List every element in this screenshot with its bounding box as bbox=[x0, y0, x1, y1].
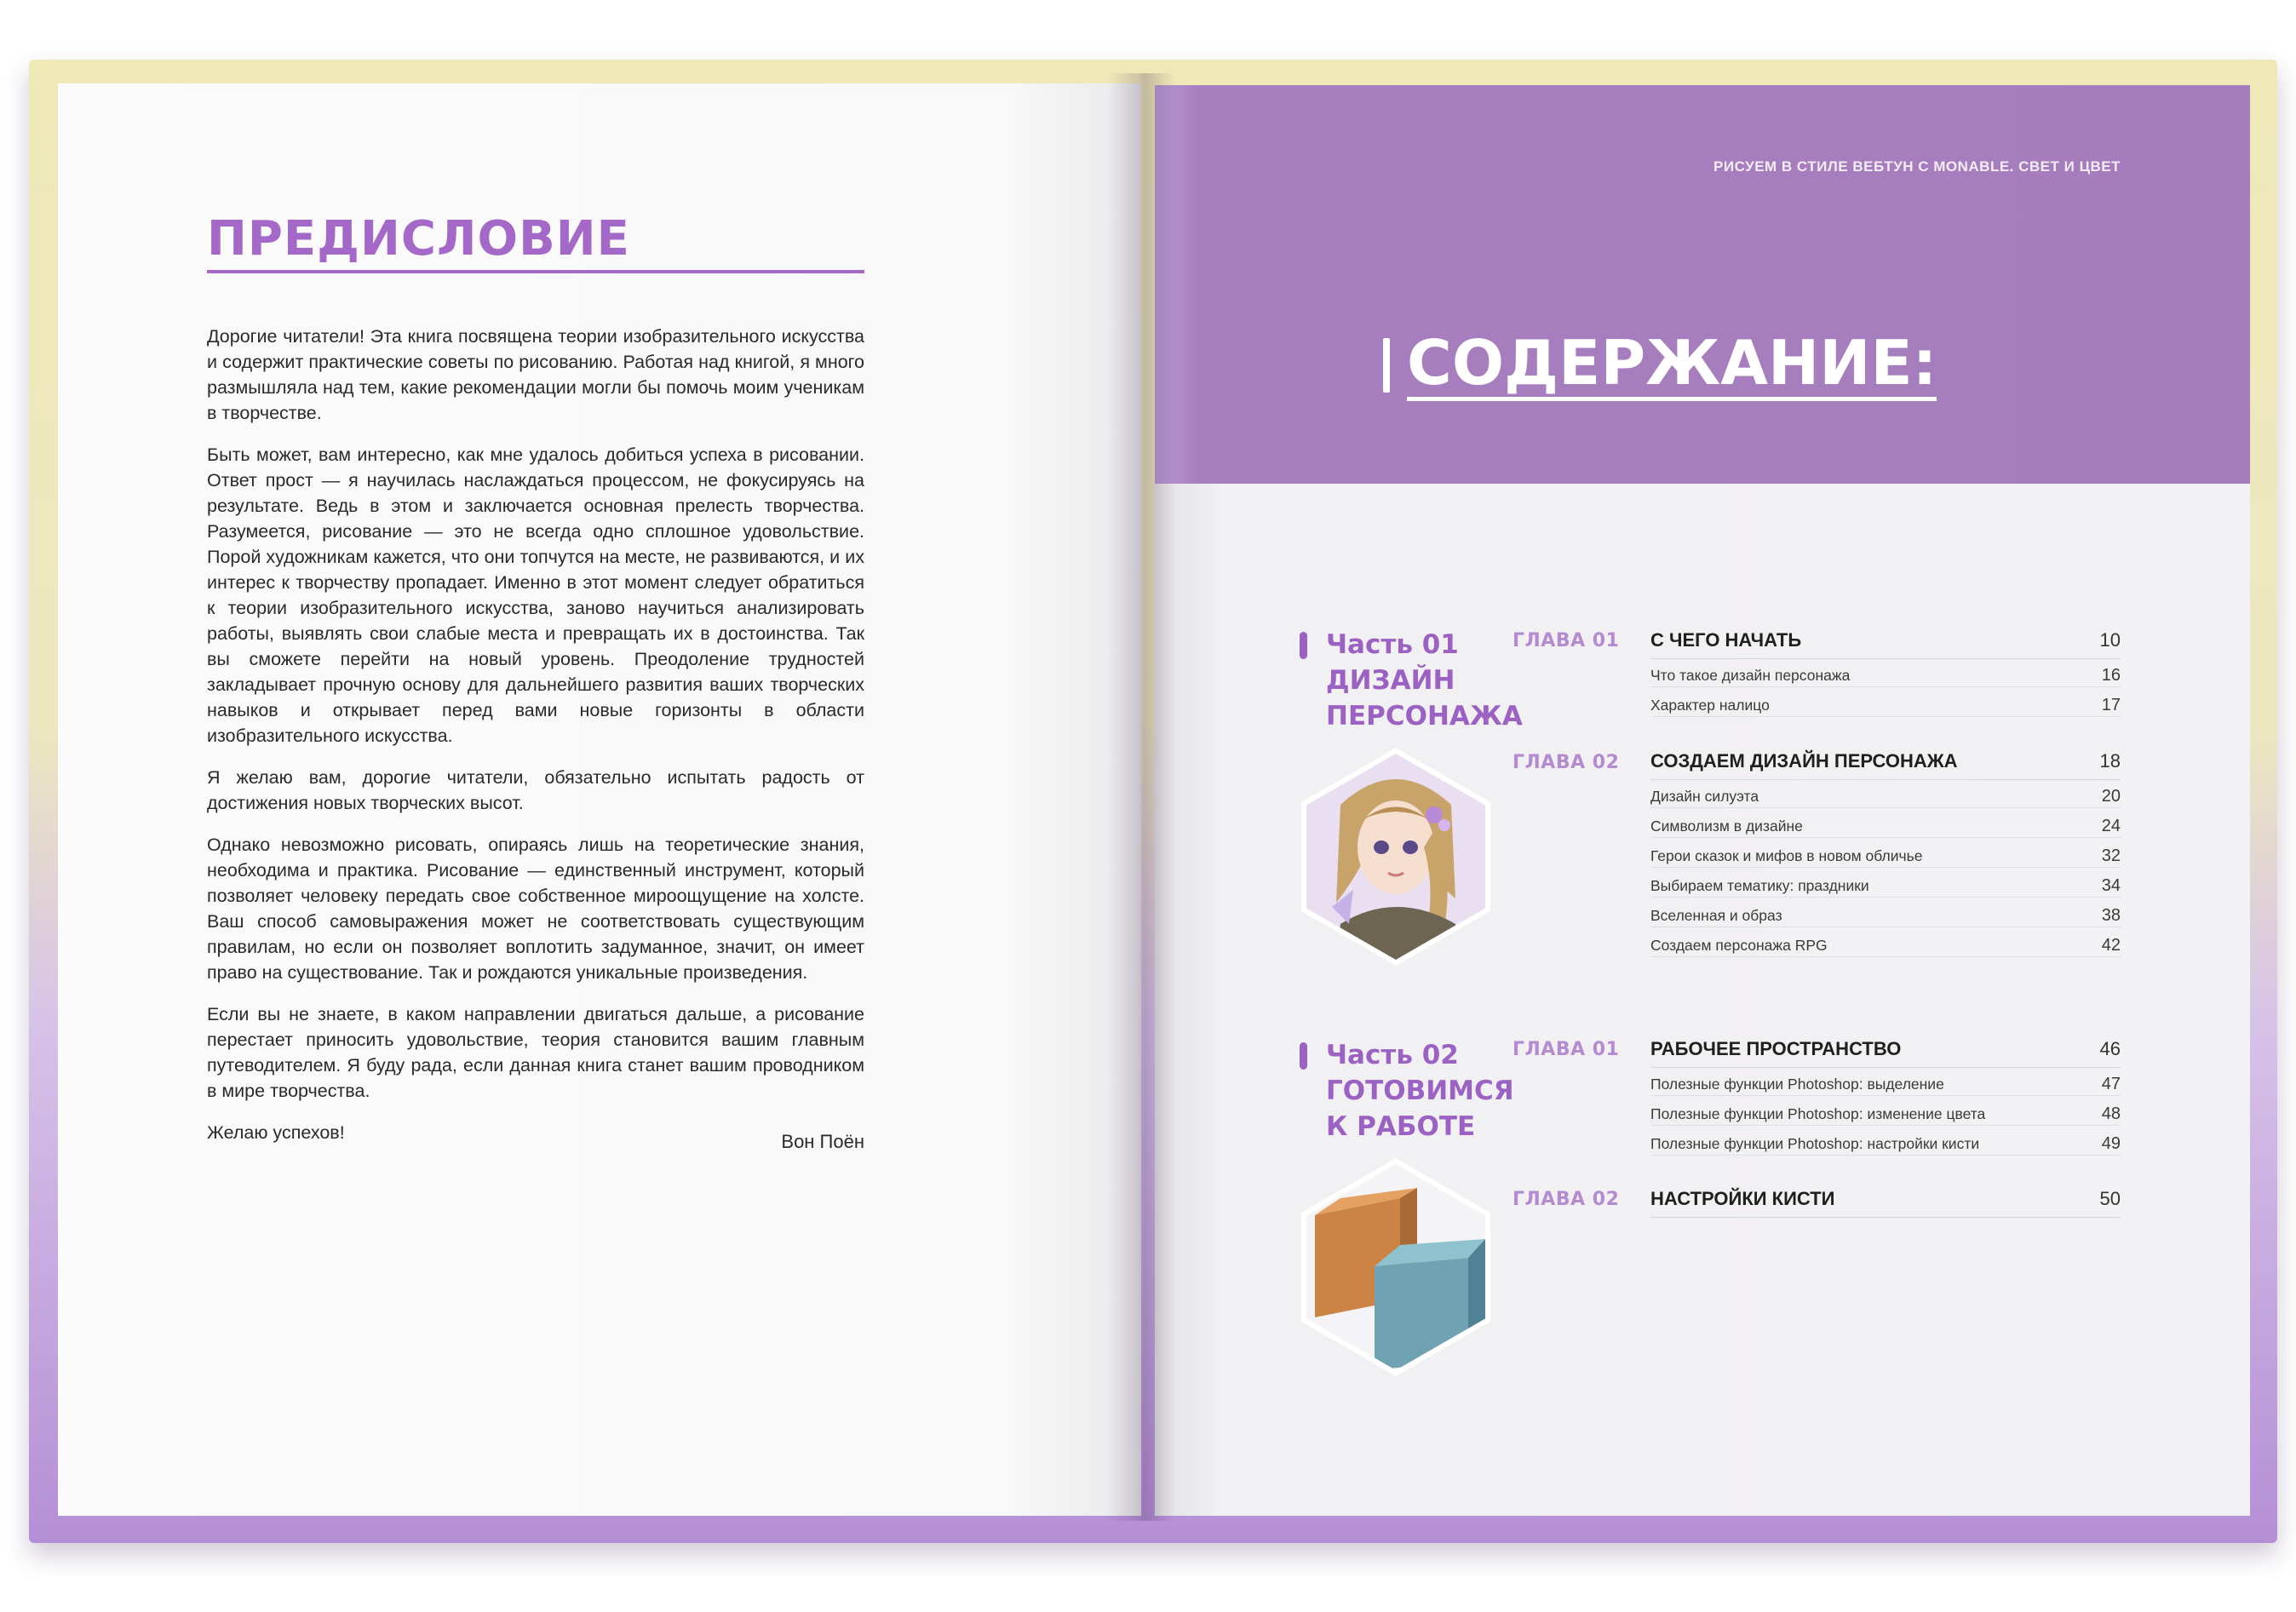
toc-chapter-row[interactable] bbox=[1650, 1188, 2121, 1218]
toc-page-number: 47 bbox=[2101, 1075, 2121, 1093]
part-01-label bbox=[1300, 627, 1523, 734]
preface-closing: Желаю успехов! bbox=[207, 1122, 345, 1143]
part-bar-decoration bbox=[1300, 632, 1307, 659]
toc-page-number: 38 bbox=[2101, 906, 2121, 925]
toc-item-row[interactable] bbox=[1650, 876, 2121, 898]
toc-item-row[interactable] bbox=[1650, 906, 2121, 927]
toc-item-title: Полезные функции Photoshop: выделение bbox=[1650, 1076, 1944, 1093]
toc-page-number: 42 bbox=[2101, 936, 2121, 955]
toc-item-title: Создаем персонажа RPG bbox=[1650, 937, 1828, 954]
toc-item-title: Герои сказок и мифов в новом обличье bbox=[1650, 847, 1923, 864]
chapter-label: ГЛАВА 01 bbox=[1512, 1039, 1620, 1060]
toc-page-number: 50 bbox=[2099, 1188, 2121, 1209]
part-bar-decoration bbox=[1300, 1042, 1307, 1070]
chapter-label: ГЛАВА 02 bbox=[1512, 1189, 1620, 1210]
toc-chapter-title: С ЧЕГО НАЧАТЬ bbox=[1650, 629, 1802, 651]
toc-page-number: 34 bbox=[2101, 876, 2121, 895]
toc-item-title: Полезные функции Photoshop: настройки кисти bbox=[1650, 1135, 1980, 1152]
preface-paragraph: Быть может, вам интересно, как мне удалось добиться успеха в рисовании. Ответ прост — я научилась наслаждаться процессом, не фокусируясь на результате. Ведь в этом и заключается основная прелесть творчества. Разумеется, рисование — это не всегда одно сплошное удовольствие. Порой художникам кажется, что они топчутся на месте, не развиваются, и их интерес к творчеству пропадает. Именно в этот момент следует обратиться к теории изобразительного искусства, заново научиться анализировать работы, выявлять свои слабые места и превращать их в достоинства. Так вы сможете перейти на новый уровень. Преодоление трудностей закладывает прочную основу для дальнейшего развития ваших творческих навыков и открывает перед вами новые горизонты в области изобразительного искусства. bbox=[207, 445, 864, 746]
toc-page-number: 48 bbox=[2101, 1104, 2121, 1123]
part-number: Часть 01 bbox=[1326, 629, 1459, 660]
toc-page-number: 46 bbox=[2099, 1038, 2121, 1059]
toc-chapter-row[interactable] bbox=[1650, 629, 2121, 659]
cubes-icon bbox=[1306, 1164, 1485, 1370]
part-title-line: ДИЗАЙН bbox=[1326, 665, 1455, 696]
toc-item-row[interactable] bbox=[1650, 817, 2121, 838]
part-title-line: ПЕРСОНАЖА bbox=[1326, 701, 1523, 731]
toc-item-row[interactable] bbox=[1650, 936, 2121, 957]
chapter-label: ГЛАВА 02 bbox=[1512, 752, 1620, 773]
toc-chapter-group bbox=[1650, 1188, 2121, 1225]
toc-page-number: 10 bbox=[2099, 629, 2121, 651]
author-signature: Вон Поён bbox=[781, 1131, 864, 1152]
toc-item-row[interactable] bbox=[1650, 666, 2121, 687]
header-band bbox=[1155, 85, 2250, 484]
toc-item-row[interactable] bbox=[1650, 787, 2121, 808]
chapter-label: ГЛАВА 01 bbox=[1512, 630, 1620, 651]
toc-chapter-group bbox=[1650, 750, 2121, 966]
toc-item-row[interactable] bbox=[1650, 1104, 2121, 1126]
toc-item-title: Символизм в дизайне bbox=[1650, 817, 1803, 835]
toc-page-number: 16 bbox=[2101, 666, 2121, 685]
contents-title bbox=[1383, 329, 1937, 401]
part-title-line: ГОТОВИМСЯ bbox=[1326, 1076, 1514, 1106]
toc-item-title: Вселенная и образ bbox=[1650, 907, 1782, 924]
toc-item-row[interactable] bbox=[1650, 696, 2121, 717]
toc-chapter-title: СОЗДАЕМ ДИЗАЙН ПЕРСОНАЖА bbox=[1650, 750, 1958, 772]
preface-title: ПРЕДИСЛОВИЕ bbox=[207, 211, 864, 273]
toc-chapter-title: РАБОЧЕЕ ПРОСТРАНСТВО bbox=[1650, 1038, 1902, 1059]
toc-item-title: Характер налицо bbox=[1650, 697, 1770, 714]
toc-chapter-title: НАСТРОЙКИ КИСТИ bbox=[1650, 1188, 1835, 1209]
contents-title-text: СОДЕРЖАНИЕ: bbox=[1407, 329, 1937, 401]
toc-item-row[interactable] bbox=[1650, 1075, 2121, 1096]
toc-item-title: Выбираем тематику: праздники bbox=[1650, 877, 1869, 894]
preface-paragraph: Однако невозможно рисовать, опираясь лишь на теоретические знания, необходима и практика. Рисование — единственный инструмент, который позволяет человеку передать свое собственное мироощущение на холсте. Ваш способ самовыражения может не соответствовать существующим правилам, но если он позволяет воплотить задуманное, значит, он имеет право на существование. Так и рождаются уникальные произведения. bbox=[207, 835, 864, 983]
left-page bbox=[58, 83, 1141, 1516]
toc-chapter-row[interactable] bbox=[1650, 1038, 2121, 1068]
character-portrait-icon bbox=[1306, 754, 1485, 960]
toc-chapter-group bbox=[1650, 629, 2121, 726]
toc-item-title: Что такое дизайн персонажа bbox=[1650, 667, 1851, 684]
right-page bbox=[1155, 85, 2250, 1516]
toc-chapter-group bbox=[1650, 1038, 2121, 1164]
toc-page-number: 32 bbox=[2101, 846, 2121, 865]
toc-page-number: 20 bbox=[2101, 787, 2121, 806]
cubes-illustration-hexagon bbox=[1301, 1158, 1490, 1376]
character-illustration-hexagon bbox=[1301, 748, 1490, 966]
preface-paragraph: Если вы не знаете, в каком направлении двигаться дальше, а рисование перестает приносить удовольствие, теория становится вашим главным путеводителем. Я буду рада, если данная книга станет вашим проводником в мире творчества. bbox=[207, 1004, 864, 1101]
toc-page-number: 18 bbox=[2099, 750, 2121, 772]
part-number: Часть 02 bbox=[1326, 1040, 1459, 1070]
toc-page-number: 49 bbox=[2101, 1134, 2121, 1153]
toc-page-number: 24 bbox=[2101, 817, 2121, 835]
toc-item-row[interactable] bbox=[1650, 846, 2121, 868]
toc-item-title: Дизайн силуэта bbox=[1650, 788, 1759, 805]
toc-page-number: 17 bbox=[2101, 696, 2121, 714]
title-bar-decoration bbox=[1383, 338, 1390, 393]
part-02-label bbox=[1300, 1037, 1514, 1144]
running-head: РИСУЕМ В СТИЛЕ ВЕБТУН С MONABLE. СВЕТ И ЦВЕТ bbox=[1713, 158, 2121, 175]
toc-chapter-row[interactable] bbox=[1650, 750, 2121, 780]
toc-item-row[interactable] bbox=[1650, 1134, 2121, 1156]
preface-paragraph: Дорогие читатели! Эта книга посвящена теории изобразительного искусства и содержит практические советы по рисованию. Работая над книгой, я много размышляла над тем, какие рекомендации могли бы помочь моим ученикам в творчестве. bbox=[207, 326, 864, 423]
toc-item-title: Полезные функции Photoshop: изменение цвета bbox=[1650, 1105, 1986, 1122]
preface-body bbox=[207, 324, 864, 1162]
preface-paragraph: Я желаю вам, дорогие читатели, обязательно испытать радость от достижения новых творческих высот. bbox=[207, 767, 864, 813]
part-title-line: К РАБОТЕ bbox=[1326, 1111, 1476, 1142]
